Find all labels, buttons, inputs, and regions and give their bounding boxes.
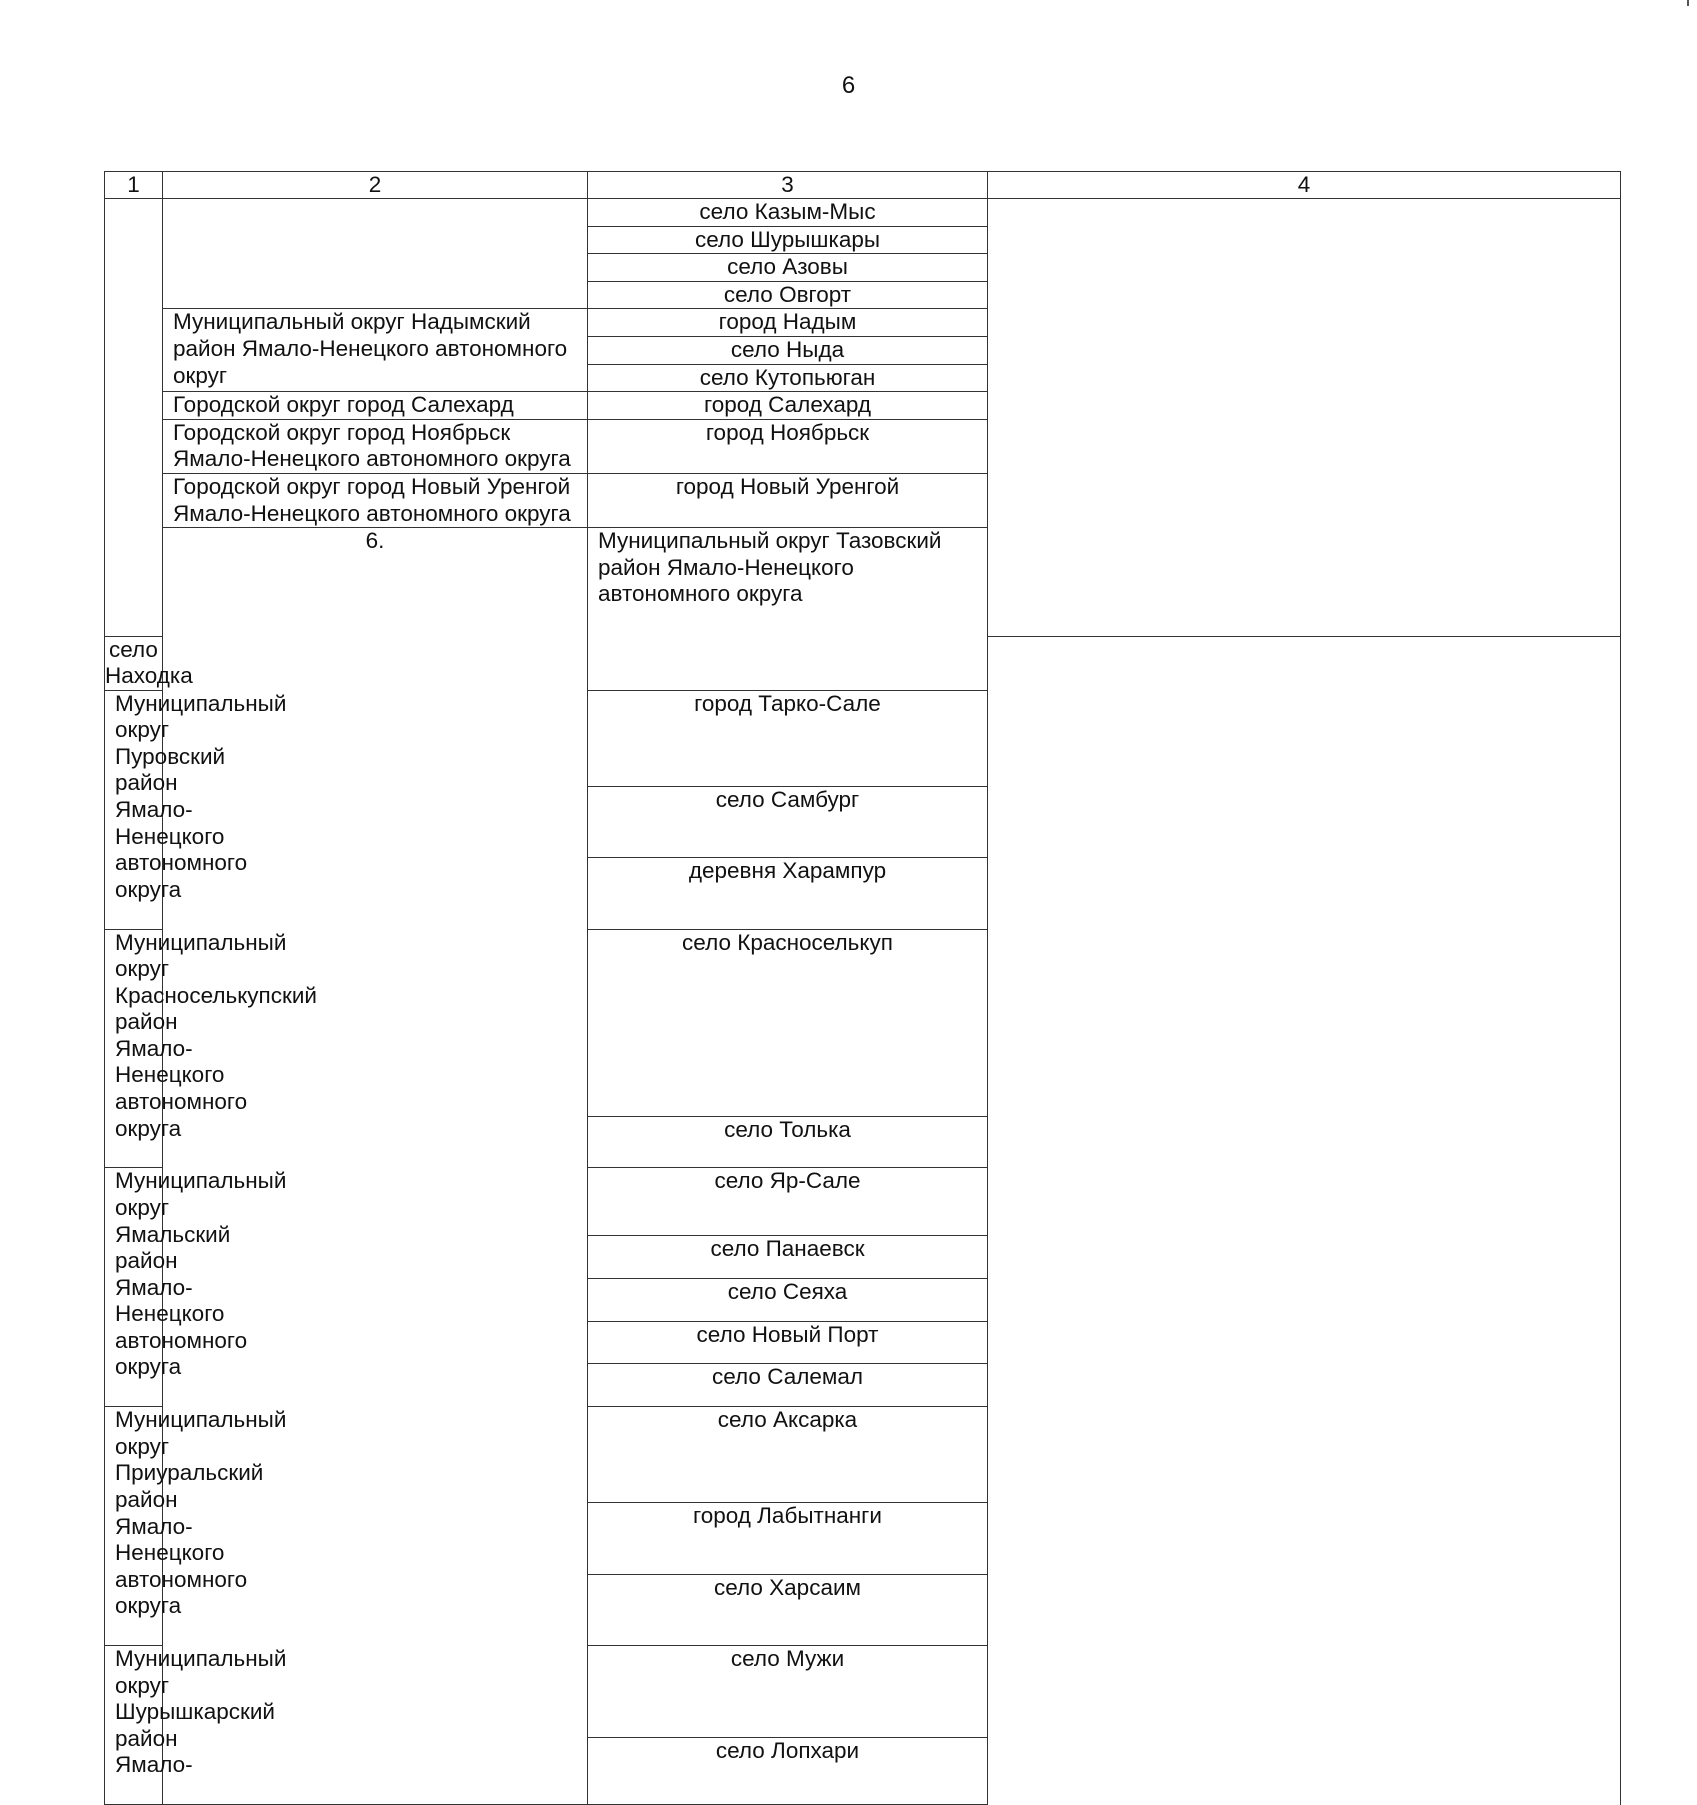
- corner-mark: [1687, 0, 1689, 6]
- settlement-cell: деревня Харампур: [588, 858, 988, 929]
- row-number: 6.: [163, 528, 588, 1805]
- registry-table: [104, 171, 1621, 1805]
- settlement-cell: село Панаевск: [588, 1236, 988, 1279]
- settlement-cell: село Казым-Мыс: [588, 199, 988, 227]
- district-cell: Городской округ город Салехард: [163, 392, 588, 420]
- district-cell: Городской округ город Новый Уренгой Ямало-Ненецкого автономного округа: [163, 473, 588, 527]
- district-cell: Муниципальный округ Ямальский район Ямало-Ненецкого автономного округа: [105, 1168, 163, 1407]
- settlement-cell: село Харсаим: [588, 1574, 988, 1645]
- district-cell: Муниципальный округ Тазовский район Ямало-Ненецкого автономного округа: [588, 528, 988, 691]
- page-number: 6: [841, 72, 856, 99]
- settlement-cell: город Тарко-Сале: [588, 690, 988, 786]
- settlement-cell: село Кутопьюган: [588, 364, 988, 392]
- district-cell: Городской округ город Ноябрьск Ямало-Ненецкого автономного округа: [163, 419, 588, 473]
- settlement-cell: село Красноселькуп: [588, 929, 988, 1117]
- settlement-cell: село Шурышкары: [588, 226, 988, 254]
- district-cell: Муниципальный округ Пуровский район Ямало-Ненецкого автономного округа: [105, 690, 163, 929]
- district-cell: Муниципальный округ Красноселькупский район Ямало-Ненецкого автономного округа: [105, 929, 163, 1168]
- header-col-3: 3: [588, 172, 988, 199]
- settlement-cell: село Лопхари: [588, 1738, 988, 1805]
- settlement-cell: село Ныда: [588, 336, 988, 364]
- settlement-cell: село Новый Порт: [588, 1321, 988, 1364]
- district-cell: Муниципальный округ Шурышкарский район Ямало-: [105, 1645, 163, 1804]
- header-col-2: 2: [163, 172, 588, 199]
- settlement-cell: город Новый Уренгой: [588, 473, 988, 527]
- header-col-4: 4: [988, 172, 1621, 199]
- header-row: [105, 172, 1621, 199]
- settlement-cell: село Сеяха: [588, 1278, 988, 1321]
- settlement-cell: село Мужи: [588, 1645, 988, 1737]
- settlement-cell: село Овгорт: [588, 281, 988, 309]
- settlement-cell: село Азовы: [588, 254, 988, 282]
- settlement-cell: город Ноябрьск: [588, 419, 988, 473]
- settlement-cell: город Лабытнанги: [588, 1503, 988, 1574]
- products-cell: [988, 199, 1621, 637]
- table-row: [105, 199, 1621, 227]
- settlement-cell: село Яр-Сале: [588, 1168, 988, 1236]
- district-cell-empty: [163, 199, 588, 309]
- settlement-cell: город Салехард: [588, 392, 988, 420]
- settlement-cell: село Аксарка: [588, 1407, 988, 1503]
- header-col-1: 1: [105, 172, 163, 199]
- settlement-cell: село Находка: [105, 636, 163, 690]
- settlement-cell: село Толька: [588, 1117, 988, 1168]
- district-cell: Муниципальный округ Приуральский район Ямало-Ненецкого автономного округа: [105, 1407, 163, 1646]
- settlement-cell: город Надым: [588, 309, 988, 337]
- settlement-cell: село Самбург: [588, 787, 988, 858]
- district-cell: Муниципальный округ Надымский район Ямало-Ненецкого автономного округ: [163, 309, 588, 392]
- settlement-cell: село Салемал: [588, 1364, 988, 1407]
- row-number: [105, 199, 163, 637]
